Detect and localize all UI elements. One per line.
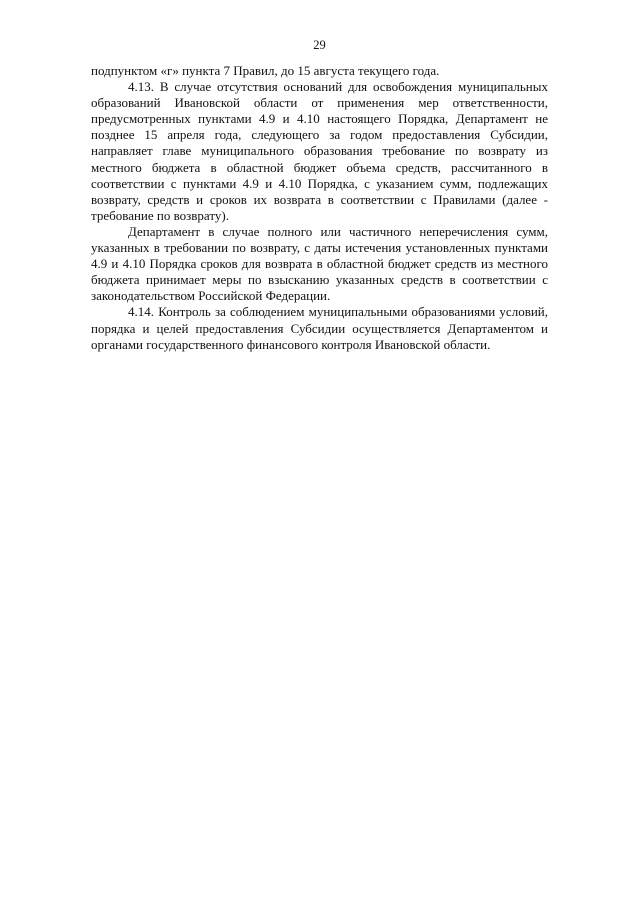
- paragraph-department-measures: Департамент в случае полного или частичного неперечисления сумм, указанных в требовании по возврату, с даты истечения установленных пунктами 4.9 и 4.10 Порядка сроков для возврата в областной бюджет средств из местного бюджета принимает меры по взысканию указанных средств в соответствии с законодательством Российской Федерации.: [91, 223, 548, 304]
- page-number: 29: [313, 38, 326, 52]
- document-body: [91, 63, 548, 353]
- paragraph-4-14: 4.14. Контроль за соблюдением муниципальными образованиями условий, порядка и целей предоставления Субсидии осуществляется Департаментом и органами государственного финансового контроля Ивановской области.: [91, 304, 548, 352]
- paragraph-continuation: подпунктом «г» пункта 7 Правил, до 15 августа текущего года.: [91, 63, 440, 78]
- paragraph-4-13: 4.13. В случае отсутствия оснований для освобождения муниципальных образований Ивановской области от применения мер ответственности, предусмотренных пунктами 4.9 и 4.10 настоящего Порядка, Департамент не позднее 15 апреля года, следующего за годом предоставления Субсидии, направляет главе муниципального образования требование по возврату из местного бюджета в областной бюджет объема средств, рассчитанного в соответствии с пунктами 4.9 и 4.10 Порядка, с указанием сумм, подлежащих возврату, средств и сроков их возврата в соответствии с Правилами (далее - требование по возврату).: [91, 79, 548, 223]
